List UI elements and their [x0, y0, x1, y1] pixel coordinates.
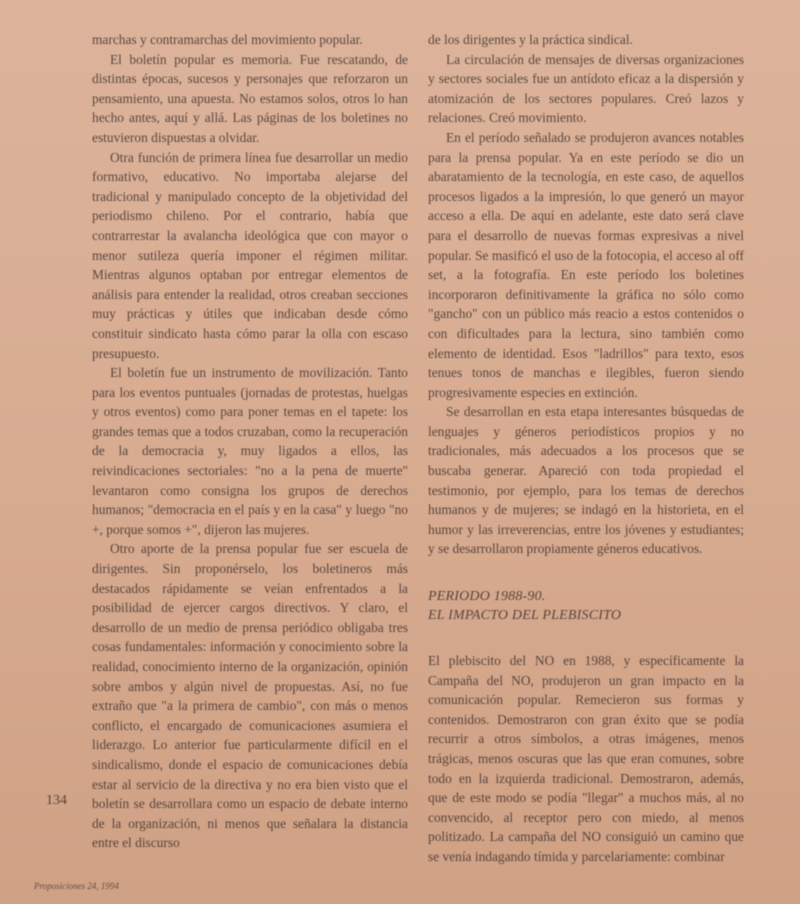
- section-heading: [428, 587, 744, 625]
- left-text-column: [92, 30, 408, 853]
- paragraph: La circulación de mensajes de diversas organizaciones y sectores sociales fue un antídoto eficaz a la dispersión y atomización de los sectores populares. Creó lazos y relaciones. Creó movimiento.: [428, 51, 744, 126]
- paragraph: Otro aporte de la prensa popular fue ser escuela de dirigentes. Sin proponérselo, los boletineros más destacados rápidamente se veían enfrentados a la posibilidad de ejercer cargos directivos. Y claro, el desarrollo de un medio de prensa periódico obligaba tres cosas fundamentales: información y conocimiento sobre la realidad, conocimiento interno de la organización, opinión sobre ambos y algún nivel de propuestas. Así, no fue extraño que "a la primera de cambio", con más o menos conflicto, el encargado de comunicaciones asumiera el liderazgo. Lo anterior fue particularmente difícil en el sindicalismo, donde el espacio de comunicaciones debía estar al servicio de la directiva y no era bien visto que el boletín se desarrollara como un espacio de debate interno de la organización, ni menos que señalara la distancia entre el discurso: [92, 541, 408, 851]
- paragraph: de los dirigentes y la práctica sindical.: [428, 32, 633, 47]
- paragraph: El boletín fue un instrumento de movilización. Tanto para los eventos puntuales (jornadas de protestas, huelgas y otros eventos) como para poner temas en el tapete: los grandes temas que a todos cruzaban, como la recuperación de la democracia y, muy ligados a ellos, las reivindicaciones sectoriales: "no a la pena de muerte" levantaron como consigna los grupos de derechos humanos; "democracia en el país y en la casa" y luego "no +, porque somos +", dijeron las mujeres.: [92, 365, 408, 537]
- section-heading-line: EL IMPACTO DEL PLEBISCITO: [428, 608, 622, 624]
- section-heading-line: PERIODO 1988-90.: [428, 589, 546, 605]
- paragraph: Otra función de primera línea fue desarrollar un medio formativo, educativo. No importaba alejarse del tradicional y manipulado concepto de la objetividad del periodismo chileno. Por el contrario, había que contrarrestar la avalancha ideológica que con mayor o menor sutileza quería imponer el régimen militar. Mientras algunos optaban por entregar elementos de análisis para entender la realidad, otros creaban secciones muy prácticas y útiles que indicaban desde cómo constituir sindicato hasta cómo parar la olla con escaso presupuesto.: [92, 149, 408, 361]
- paragraph: El plebiscito del NO en 1988, y específicamente la Campaña del NO, produjeron un gran impacto en la comunicación popular. Remecieron sus formas y contenidos. Demostraron con gran éxito que se podía recurrir a otros símbolos, a otras imágenes, menos trágicas, menos oscuras que las que eran comunes, sobre todo en la izquierda tradicional. Demostraron, además, que de este modo se podía "llegar" a muchos más, al no convencido, al receptor pero con miedo, al menos politizado. La campaña del NO consiguió un camino que se venía indagando tímida y parcelariamente: combinar: [428, 653, 744, 864]
- footer-citation: Proposiciones 24, 1994: [34, 881, 119, 891]
- paragraph: Se desarrollan en esta etapa interesantes búsquedas de lenguajes y géneros periodísticos propios y no tradicionales, más adecuados a los procesos que se buscaba generar. Apareció con toda propiedad el testimonio, por ejemplo, para los temas de derechos humanos y de mujeres; se indagó en la historieta, en el humor y las irreverencias, entre los jóvenes y estudiantes; y se desarrollaron propiamente géneros educativos.: [428, 404, 744, 557]
- right-text-column: [428, 30, 744, 867]
- paragraph: En el período señalado se produjeron avances notables para la prensa popular. Ya en este período se dio un abaratamiento de la tecnología, en este caso, de aquellos procesos ligados a la impresión, lo que generó un mayor acceso a ella. De aquí en adelante, este dato será clave para el desarrollo de nuevas formas expresivas a nivel popular. Se masificó el uso de la fotocopia, el acceso al off set, a la fotografía. En este período los boletines incorporaron definitivamente la gráfica no sólo como "gancho" con un público más reacio a estos contenidos o con dificultades para la lectura, sino también como elemento de identidad. Esos "ladrillos" para texto, esos tenues tonos de manchas e ilegibles, fueron siendo progresivamente especies en extinción.: [428, 129, 744, 400]
- page-number: 134: [46, 793, 67, 808]
- paragraph: El boletín popular es memoria. Fue rescatando, de distintas épocas, sucesos y personajes que reforzaron un pensamiento, una apuesta. No estamos solos, otros lo han hecho antes, aquí y allá. Las páginas de los boletines no estuvieron dispuestas a olvidar.: [92, 51, 408, 145]
- paragraph: marchas y contramarchas del movimiento popular.: [92, 32, 363, 47]
